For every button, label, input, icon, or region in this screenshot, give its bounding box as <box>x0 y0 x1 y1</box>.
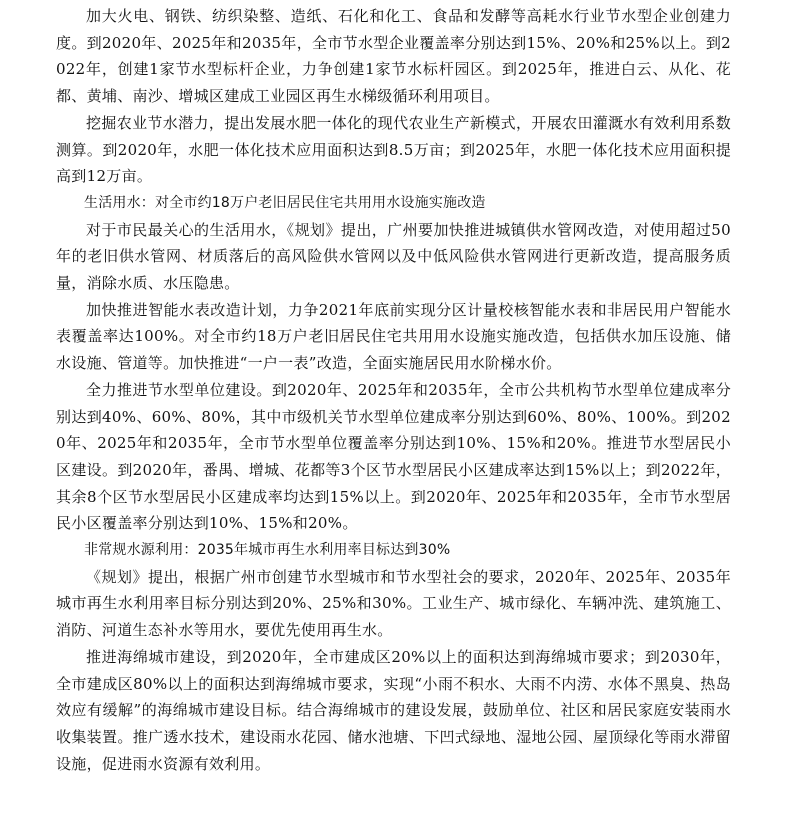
paragraph-agricultural-water-saving: 挖掘农业节水潜力，提出发展水肥一体化的现代农业生产新模式，开展农田灌溉水有效利用系数测算。到2020年，水肥一体化技术应用面积达到8.5万亩；到2025年，水肥一体化技术应用面积提高到12万亩。 <box>56 113 731 186</box>
paragraph-smart-water-meter: 加快推进智能水表改造计划，力争2021年底前实现分区计量校核智能水表和非居民用户智能水表覆盖率达100%。对全市约18万户老旧居民住宅共用用水设施实施改造，包括供水加压设施、储水设施、管道等。加快推进“一户一表”改造，全面实施居民用水阶梯水价。 <box>56 300 731 373</box>
paragraph-reclaimed-water: 《规划》提出，根据广州市创建节水型城市和节水型社会的要求，2020年、2025年、2035年城市再生水利用率目标分别达到20%、25%和30%。工业生产、城市绿化、车辆冲洗、建筑施工、消防、河道生态补水等用水，要优先使用再生水。 <box>56 567 731 640</box>
paragraph-pipe-network-renovation: 对于市民最关心的生活用水，《规划》提出，广州要加快推进城镇供水管网改造，对使用超过50年的老旧供水管网、材质落后的高风险供水管网以及中低风险供水管网进行更新改造，提高服务质量，消除水质、水压隐患。 <box>56 220 731 293</box>
section-heading-domestic-water: 生活用水：对全市约18万户老旧居民住宅共用用水设施实施改造 <box>84 194 486 211</box>
section-heading-unconventional-water: 非常规水源利用：2035年城市再生水利用率目标达到30% <box>84 542 451 559</box>
paragraph-sponge-city: 推进海绵城市建设，到2020年，全市建成区20%以上的面积达到海绵城市要求；到2030年，全市建成区80%以上的面积达到海绵城市要求，实现“小雨不积水、大雨不内涝、水体不黑臭、热岛效应有缓解”的海绵城市建设目标。结合海绵城市的建设发展，鼓励单位、社区和居民家庭安装雨水收集装置。推广透水技术，建设雨水花园、储水池塘、下凹式绿地、湿地公园、屋顶绿化等雨水滞留设施，促进雨水资源有效利用。 <box>56 647 731 773</box>
paragraph-industrial-water-saving: 加大火电、钢铁、纺织染整、造纸、石化和化工、食品和发酵等高耗水行业节水型企业创建力度。到2020年、2025年和2035年，全市节水型企业覆盖率分别达到15%、20%和25%以上。到2022年，创建1家节水型标杆企业，力争创建1家节水标杆园区。到2025年，推进白云、从化、花都、黄埔、南沙、增城区建成工业园区再生水梯级循环利用项目。 <box>56 7 731 106</box>
paragraph-water-saving-units: 全力推进节水型单位建设。到2020年、2025年和2035年，全市公共机构节水型单位建成率分别达到40%、60%、80%，其中市级机关节水型单位建成率分别达到60%、80%、100%。到2020年、2025年和2035年，全市节水型单位覆盖率分别达到10%、15%和20%。推进节水型居民小区建设。到2020年，番禺、增城、花都等3个区节水型居民小区建成率达到15%以上；到2022年，其余8个区节水型居民小区建成率均达到15%以上。到2020年、2025年和2035年，全市节水型居民小区覆盖率分别达到10%、15%和20%。 <box>56 380 731 533</box>
